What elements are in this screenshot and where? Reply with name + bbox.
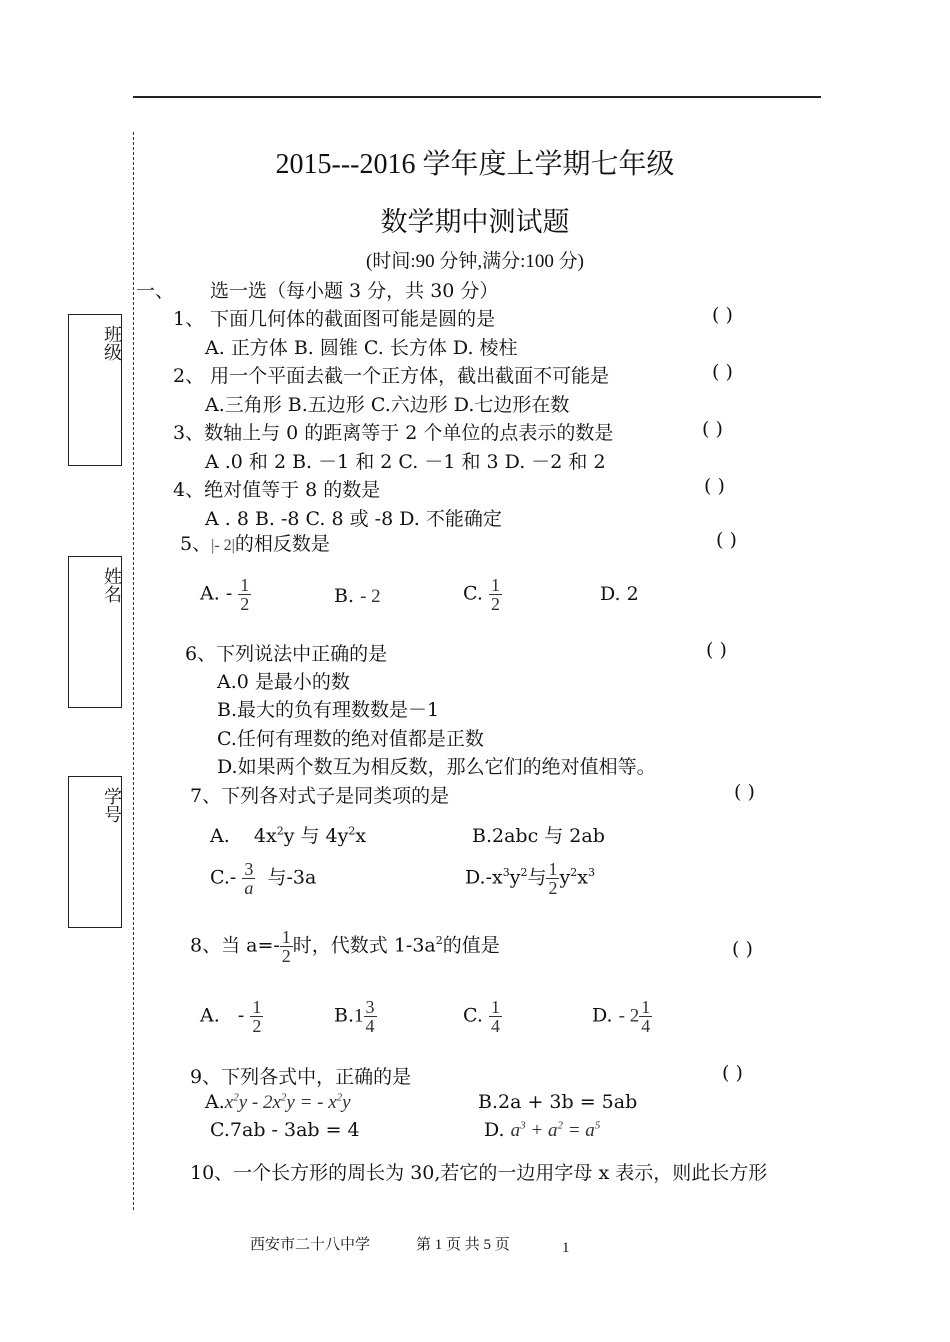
q5-b-label: B. [334,585,355,607]
page-title: 2015---2016 学年度上学期七年级 [275,149,675,180]
q8-b-label: B. [334,1004,355,1027]
q5-number: 5、 [180,533,212,555]
q8-option-d [592,998,652,1035]
q8-a-label: A. [200,1004,220,1027]
q7-d-numerator: 1 [548,859,558,879]
q8-c-denominator: 4 [490,1016,500,1036]
q5-c-denominator: 2 [490,594,500,614]
q9-option-c: C.7ab - 3ab = 4 [210,1119,360,1141]
q8-option-b [334,998,377,1035]
q8-c-numerator: 1 [490,997,500,1017]
q8-d-label: D. [592,1004,613,1027]
q5-option-c [463,576,502,613]
q5-stem [180,529,330,556]
q8-stem-mid: 时，代数式 1-3a [292,934,436,957]
q8-b-denominator: 4 [365,1016,375,1036]
q5-c-numerator: 1 [490,575,500,595]
q3-stem: 3、数轴上与 0 的距离等于 2 个单位的点表示的数是 [173,422,614,444]
section-title: 选一选（每小题 3 分，共 30 分） [210,280,499,302]
binding-line [133,132,134,1210]
q8-stem-end: 的值是 [442,934,500,957]
q4-options: A . 8 B. -8 C. 8 或 -8 D. 不能确定 [205,508,502,530]
q7-a-label: A. [210,825,230,847]
q2-options: A.三角形 B.五边形 C.六边形 D.七边形在数 [205,394,570,416]
q7-option-a: A. $4x^2y$ 与 $4y^2x$ [210,824,367,847]
footer-page-info: 第 1 页 共 5 页 [416,1237,510,1253]
q7-option-b: B.2abc 与 2ab [472,825,605,847]
footer-page-number: 1 [562,1240,570,1256]
q7-option-d: $D.-x^3y^2$与 $\frac{1}{2}$ $y^2x^3$ [465,859,595,898]
q6-option-a: A.0 是最小的数 [217,671,350,693]
q1-options: A. 正方体 B. 圆锥 C. 长方体 D. 棱柱 [205,337,518,359]
q5-c-label: C. [463,582,483,605]
section-number: 一、 [136,280,175,302]
q7-d-denominator: 2 [548,878,558,898]
q9-answer-blank[interactable]: ( ) [722,1062,743,1084]
q4-stem: 4、绝对值等于 8 的数是 [173,479,381,501]
q8-option-a [200,998,263,1035]
q5-a-denominator: 2 [240,594,250,614]
q2-stem: 2、 用一个平面去截一个正方体，截出截面不可能是 [173,365,610,387]
q9-stem: 9、下列各式中，正确的是 [190,1066,412,1088]
q1-answer-blank[interactable]: ( ) [712,304,733,326]
class-field-box[interactable] [68,314,122,466]
footer-school: 西安市二十八中学 [250,1237,371,1253]
q6-answer-blank[interactable]: ( ) [706,639,727,661]
q1-stem: 1、 下面几何体的截面图可能是圆的是 [173,308,496,330]
q8-stem-numerator: 1 [281,927,291,947]
q8-d-sign: - 2 [618,1005,640,1027]
q7-c-label: C.- [210,866,237,889]
q8-a-denominator: 2 [252,1016,262,1036]
q5-a-sign: - [225,582,233,605]
q8-d-denominator: 4 [641,1016,651,1036]
q5-abs-expression: |- 2| [211,537,235,554]
q9-option-a: $A.x^2y - 2x^2y$ = - $x^2y$ [205,1091,351,1113]
q8-stem-fraction [280,928,293,965]
q9-a-label: A. [205,1091,225,1113]
class-label: 班级 [101,325,122,361]
top-rule [133,96,821,98]
q8-a-numerator: 1 [252,997,262,1017]
q7-c-tail: 与-3a [267,866,317,889]
time-info: (时间:90 分钟,满分:100 分) [366,251,584,272]
q8-d-fraction [639,998,652,1035]
q8-b-fraction [364,998,377,1035]
q9-d-label: D. [484,1119,505,1141]
q8-d-numerator: 1 [641,997,651,1017]
q6-option-c: C.任何有理数的绝对值都是正数 [217,728,484,750]
q8-b-numerator: 3 [365,997,375,1017]
q5-option-a [200,576,251,613]
q8-a-sign: - [237,1004,245,1027]
q8-answer-blank[interactable]: ( ) [732,938,753,960]
q3-answer-blank[interactable]: ( ) [702,418,723,440]
q8-a-fraction [250,998,263,1035]
q5-stem-tail: 的相反数是 [234,533,330,555]
q9-option-d: D. $a^3 + a^2 = a^5$ [484,1119,601,1141]
q9-option-b: B.2a + 3b = 5ab [478,1091,638,1113]
q8-stem-denominator: 2 [281,946,291,966]
q5-a-fraction [238,576,251,613]
q6-option-d: D.如果两个数互为相反数，那么它们的绝对值相等。 [217,756,656,778]
q5-c-fraction [489,576,502,613]
q6-stem: 6、下列说法中正确的是 [185,643,388,665]
student-id-label: 学号 [101,787,122,823]
q8-c-fraction [489,998,502,1035]
q5-answer-blank[interactable]: ( ) [716,529,737,551]
q5-a-label: A. [200,582,220,605]
q8-b-whole: 1 [354,1005,364,1027]
q4-answer-blank[interactable]: ( ) [704,475,725,497]
q7-option-c [210,860,316,897]
q10-stem: 10、一个长方形的周长为 30,若它的一边用字母 x 表示，则此长方形 [190,1162,768,1184]
q7-d-mid: 与 [527,866,547,889]
q7-c-fraction [242,860,255,897]
q3-options: A .0 和 2 B. －1 和 2 C. －1 和 3 D. －2 和 2 [205,451,606,473]
q5-b-value: - 2 [360,586,381,607]
q6-option-b: B.最大的负有理数数是－1 [217,699,440,721]
q7-c-denominator: a [244,878,254,898]
q8-option-c [463,998,502,1035]
q5-option-d: D. 2 [600,583,639,605]
name-label: 姓名 [101,567,122,603]
q8-stem-start: 8、当 a=- [190,934,280,957]
name-field-box[interactable] [68,556,122,708]
q7-stem: 7、下列各对式子是同类项的是 [190,785,450,807]
q5-option-b [334,585,381,608]
q7-d-fraction [546,860,559,897]
q8-c-label: C. [463,1004,483,1027]
q7-c-numerator: 3 [244,859,254,879]
q8-stem: 8、当 a=- $\frac{1}{2}$ 时，代数式 $1-3a^2$的值是 [190,927,500,966]
q5-a-numerator: 1 [240,575,250,595]
q7-d-label: D.-x [465,866,503,889]
student-id-field-box[interactable] [68,776,122,928]
q2-answer-blank[interactable]: ( ) [712,361,733,383]
page-subtitle: 数学期中测试题 [380,207,570,238]
q7-answer-blank[interactable]: ( ) [734,781,755,803]
